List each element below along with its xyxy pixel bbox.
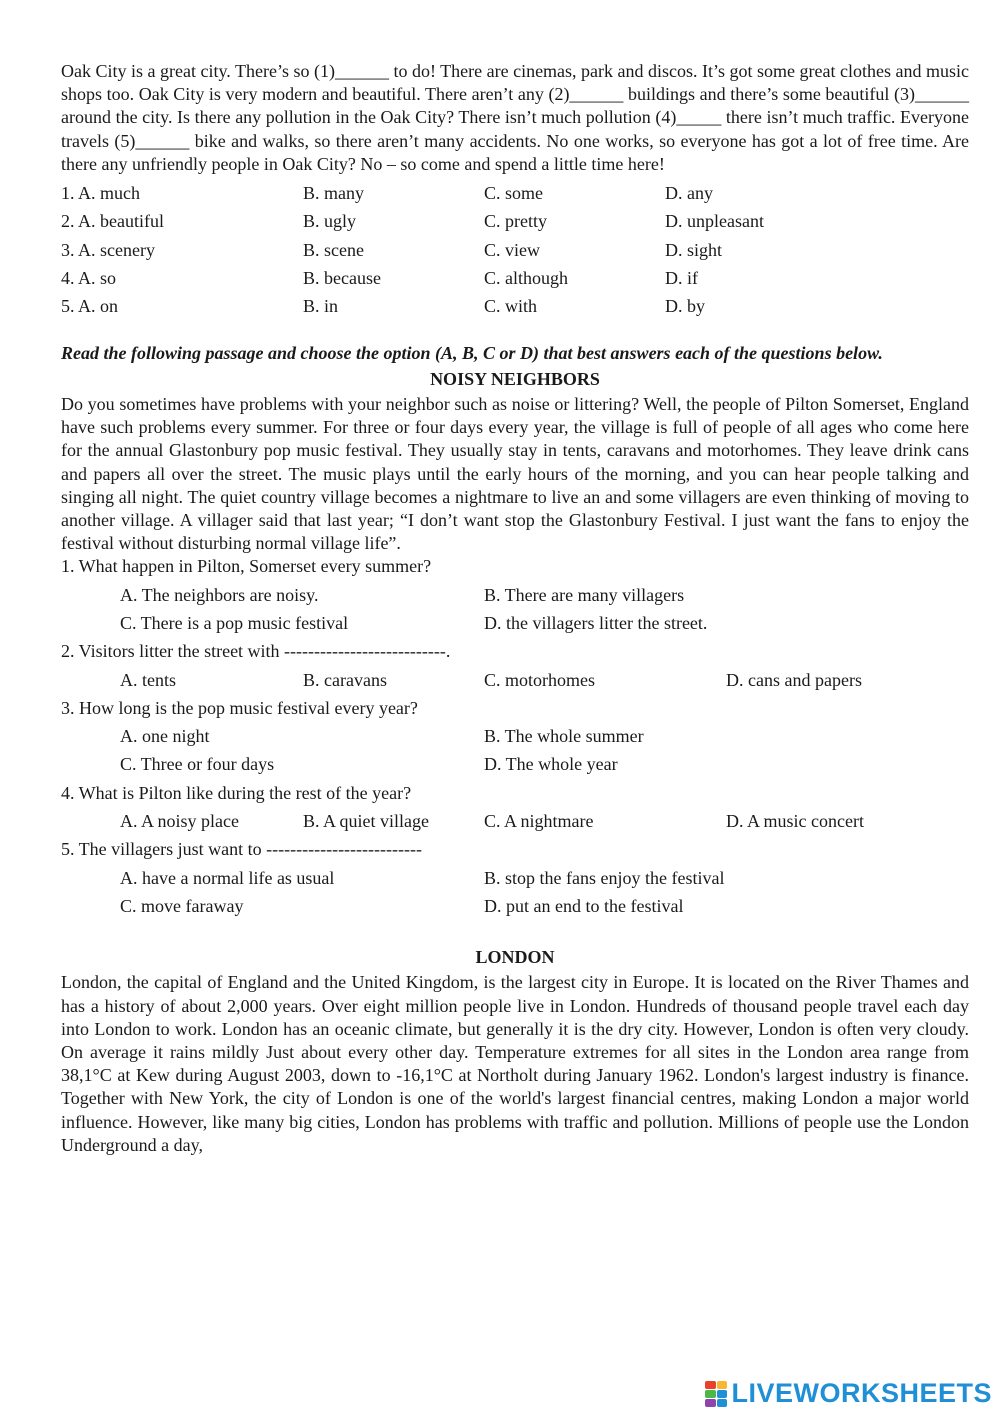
option-row-3 bbox=[61, 239, 969, 267]
option: B. ugly bbox=[303, 211, 357, 232]
answer-option: A. The neighbors are noisy. bbox=[120, 584, 319, 605]
noisy-neighbors-title: NOISY NEIGHBORS bbox=[430, 368, 600, 389]
option: D. by bbox=[665, 296, 705, 317]
answer-option: D. the villagers litter the street. bbox=[484, 612, 708, 633]
option: C. view bbox=[484, 239, 540, 260]
answer-row bbox=[61, 753, 969, 781]
option: B. many bbox=[303, 183, 364, 204]
option: C. pretty bbox=[484, 211, 547, 232]
option: C. although bbox=[484, 267, 568, 288]
question-2: 2. Visitors litter the street with ---------------------------. bbox=[61, 641, 451, 662]
question-4: 4. What is Pilton like during the rest of the year? bbox=[61, 782, 412, 803]
oak-city-options bbox=[61, 182, 969, 323]
question-3: 3. How long is the pop music festival every year? bbox=[61, 697, 418, 718]
logo-tile bbox=[717, 1399, 728, 1407]
answer-option: B. stop the fans enjoy the festival bbox=[484, 867, 725, 888]
option: C. some bbox=[484, 183, 544, 204]
answer-option: A. A noisy place bbox=[120, 811, 239, 831]
answer-option: A. one night bbox=[120, 726, 210, 747]
answer-option: D. The whole year bbox=[484, 754, 618, 775]
answer-row bbox=[61, 895, 969, 923]
answer-option: C. A nightmare bbox=[484, 811, 594, 831]
answer-option: C. Three or four days bbox=[120, 754, 275, 775]
answer-option: B. The whole summer bbox=[484, 726, 644, 747]
answer-option: A. tents bbox=[120, 669, 176, 690]
answer-option: D. A music concert bbox=[726, 811, 864, 831]
logo-tile bbox=[705, 1390, 716, 1398]
liveworksheets-logo bbox=[705, 1378, 992, 1409]
answer-option: A. have a normal life as usual bbox=[120, 867, 335, 888]
answer-row bbox=[61, 584, 969, 612]
answer-row bbox=[61, 669, 969, 697]
london-title: LONDON bbox=[475, 947, 555, 968]
answer-row bbox=[61, 612, 969, 640]
answer-option: B. caravans bbox=[303, 669, 387, 690]
option: 1. A. much bbox=[61, 183, 140, 204]
answer-row bbox=[61, 725, 969, 753]
option-row-2 bbox=[61, 210, 969, 238]
answer-option: B. A quiet village bbox=[303, 811, 429, 831]
option: 5. A. on bbox=[61, 296, 119, 317]
answer-option: D. put an end to the festival bbox=[484, 895, 684, 916]
option: D. sight bbox=[665, 239, 723, 260]
option: 3. A. scenery bbox=[61, 239, 155, 260]
logo-tile bbox=[717, 1381, 728, 1389]
option: B. scene bbox=[303, 239, 364, 260]
option: 4. A. so bbox=[61, 267, 117, 288]
oak-city-paragraph: Oak City is a great city. There’s so (1)______ to do! There are cinemas, park and discos. It’s got some great clothes and music shops too. Oak City is very modern and beautiful. There aren’t any (2)______ buildings and there’s some beautiful (3)______ around the city. Is there any pollution in the Oak City? There isn’t much pollution (4)_____ there isn’t much traffic. Everyone travels (5)______ bike and walks, so there aren’t many accidents. No one works, so everyone has got a lot of free time. Are there any unfriendly people in Oak City? No – so come and spend a little time here! bbox=[61, 61, 969, 174]
question-5: 5. The villagers just want to -------------------------- bbox=[61, 839, 422, 860]
logo-tile bbox=[705, 1399, 716, 1407]
answer-row bbox=[61, 867, 969, 895]
option: B. in bbox=[303, 296, 339, 317]
option-row-5 bbox=[61, 295, 969, 323]
option: B. because bbox=[303, 267, 381, 288]
london-paragraph: London, the capital of England and the United Kingdom, is the largest city in Europe. It is located on the River Thames and has a history of about 2,000 years. Over eight million people live in London. Hundreds of thousand people travel each day into London to work. London has an oceanic climate, but generally it is the dry city. However, London is often very cloudy. On average it rains mildly Just about every other day. Temperature extremes for all sites in the London area range from 38,1°C at Kew during August 2003, down to -16,1°C at Northolt during January 1962. London's largest industry is finance. Together with New York, the city of London is one of the world's largest financial centres, making London a major world influence. However, like many big cities, London has problems with traffic and pollution. Millions of people use the London Underground a day, bbox=[61, 972, 969, 1155]
liveworksheets-logo-icon bbox=[705, 1381, 727, 1407]
answer-row bbox=[61, 810, 969, 838]
question-1: 1. What happen in Pilton, Somerset every summer? bbox=[61, 556, 432, 577]
option-row-1 bbox=[61, 182, 969, 210]
option: 2. A. beautiful bbox=[61, 211, 164, 232]
noisy-neighbors-paragraph: Do you sometimes have problems with your neighbor such as noise or littering? Well, the people of Pilton Somerset, England have such problems every summer. For three or four days every year, the village is full of people of all ages who come here for the annual Glastonbury pop music festival. They usually stay in tents, caravans and motorhomes. They leave drink cans and papers all over the street. The music plays until the early hours of the morning, and you can hear people talking and singing all night. The quiet country village becomes a nightmare to live an and some villagers are even thinking of moving to another village. A villager said that last year; “I don’t want stop the Glastonbury Festival. I just want the fans to enjoy the festival without disturbing normal village life”. bbox=[61, 393, 969, 554]
worksheet-page bbox=[61, 60, 969, 1157]
answer-option: C. There is a pop music festival bbox=[120, 612, 349, 633]
reading-instruction: Read the following passage and choose the option (A, B, C or D) that best answers each of the questions below. bbox=[61, 342, 883, 363]
option-row-4 bbox=[61, 267, 969, 295]
option: D. if bbox=[665, 267, 698, 288]
logo-tile bbox=[705, 1381, 716, 1389]
option: C. with bbox=[484, 296, 538, 317]
option: D. any bbox=[665, 183, 713, 204]
logo-tile bbox=[717, 1390, 728, 1398]
answer-option: C. move faraway bbox=[120, 895, 244, 916]
option: D. unpleasant bbox=[665, 211, 764, 232]
liveworksheets-logo-text: LIVEWORKSHEETS bbox=[731, 1378, 992, 1408]
answer-option: C. motorhomes bbox=[484, 669, 595, 690]
answer-option: B. There are many villagers bbox=[484, 584, 685, 605]
answer-option: D. cans and papers bbox=[726, 669, 862, 690]
